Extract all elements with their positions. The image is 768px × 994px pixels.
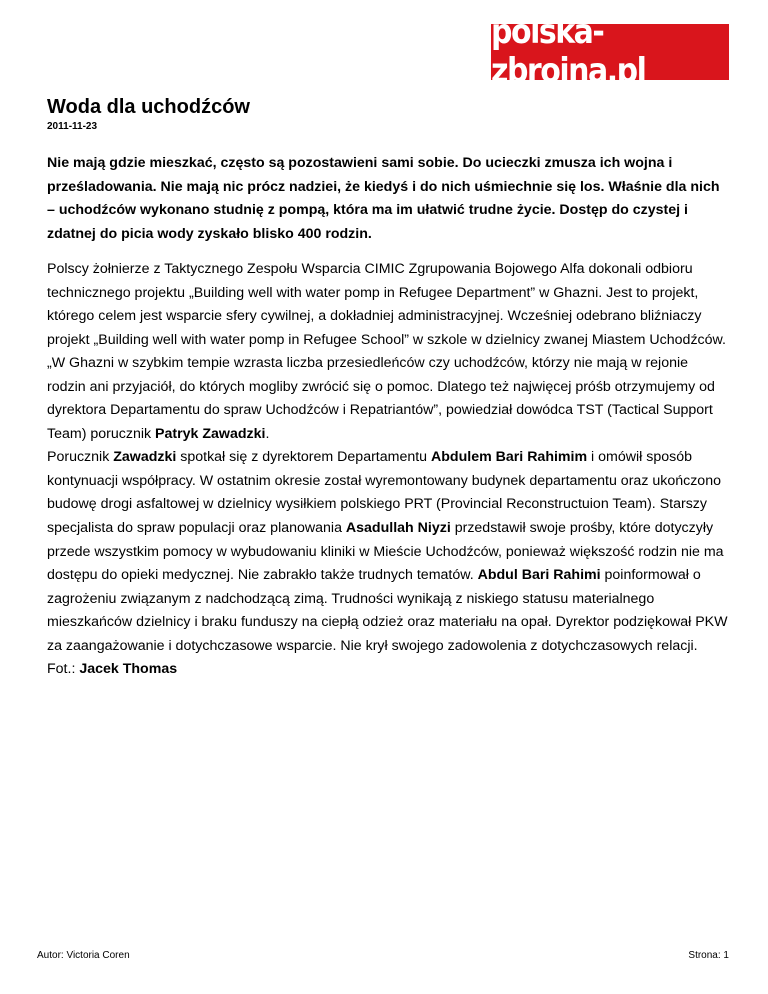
footer-page-number: Strona: 1 [688,950,729,961]
body-text-fragment: . [265,425,270,442]
article-body [47,258,729,682]
footer-author: Autor: Victoria Coren [37,950,130,961]
person-name: Abdul Bari Rahimi [477,567,601,584]
body-text-fragment: Porucznik [47,449,114,466]
body-paragraph-1: Polscy żołnierze z Taktycznego Zespołu Wsparcia CIMIC Zgrupowania Bojowego Alfa dokonali odbioru technicznego projektu „Building well with water pomp in Refugee Department” w Ghazni. Jest to projekt, którego celem jest wsparcie sfery cywilnej, a dokładniej administracyjnej. Wcześniej odebrano bliźniaczy projekt „Building well with water pomp in Refugee School” w szkole w dzielnicy zwanej Miastem Uchodźców. [47,261,726,348]
site-logo[interactable]: polska-zbrojna.pl [491,24,729,80]
person-name: Zawadzki [113,449,177,466]
body-text-fragment: i omówił sposób kontynuacji współpracy. W ostatnim okresie został wyremontowany budynek departamentu oraz ukończono budowę drogi asfaltowej w dzielnicy wysiłkiem polskiego PRT (Provincial Reconstructuion Team). Starszy specjalista do spraw populacji oraz planowania [47,449,721,537]
body-paragraph-2: „W Ghazni w szybkim tempie wzrasta liczba przesiedleńców czy uchodźców, którzy nie mają w rejonie rodzin ani przyjaciół, do których mogliby zwrócić się o pomoc. Dlatego też najwięcej próśb otrzymujemy od dyrektora Departamentu do spraw Uchodźców i Repatriantów”, powiedział dowódca TST (Tactical Support Team) porucznik [47,355,715,442]
person-name: Abdulem Bari Rahimim [431,449,588,466]
person-name: Patryk Zawadzki [155,425,266,442]
body-text-fragment: poinformował o zagrożeniu związanym z nadchodzącą zimą. Trudności wynikają z niskiego statusu materialnego mieszkańców dzielnicy i braku funduszy na ciepłą odzież oraz materiału na opał. Dyrektor podziękował PKW za zaangażowanie i dotychczasowe wsparcie. Nie krył swojego zadowolenia z dotychczasowych relacji. [47,567,728,654]
photo-credit-author: Jacek Thomas [79,661,178,678]
photo-credit-label: Fot.: [47,661,80,678]
body-text-fragment: spotkał się z dyrektorem Departamentu [176,449,432,466]
article-title: Woda dla uchodźców [47,96,250,118]
article-date: 2011-11-23 [47,121,98,132]
body-text-fragment: przedstawił swoje prośby, które dotyczyły przede wszystkim pomocy w wybudowaniu kliniki w Mieście Uchodźców, ponieważ większość rodzin nie ma dostępu do opieki medycznej. Nie zabrakło także trudnych tematów. [47,520,724,584]
article-lead: Nie mają gdzie mieszkać, często są pozostawieni sami sobie. Do ucieczki zmusza ich wojna i prześladowania. Nie mają nic prócz nadziei, że kiedyś i do nich uśmiechnie się los. Właśnie dla nich – uchodźców wykonano studnię z pompą, która ma im ułatwić trudne życie. Dostęp do czystej i zdatnej do picia wody zyskało blisko 400 rodzin. [47,155,720,242]
person-name: Asadullah Niyzi [345,520,451,537]
